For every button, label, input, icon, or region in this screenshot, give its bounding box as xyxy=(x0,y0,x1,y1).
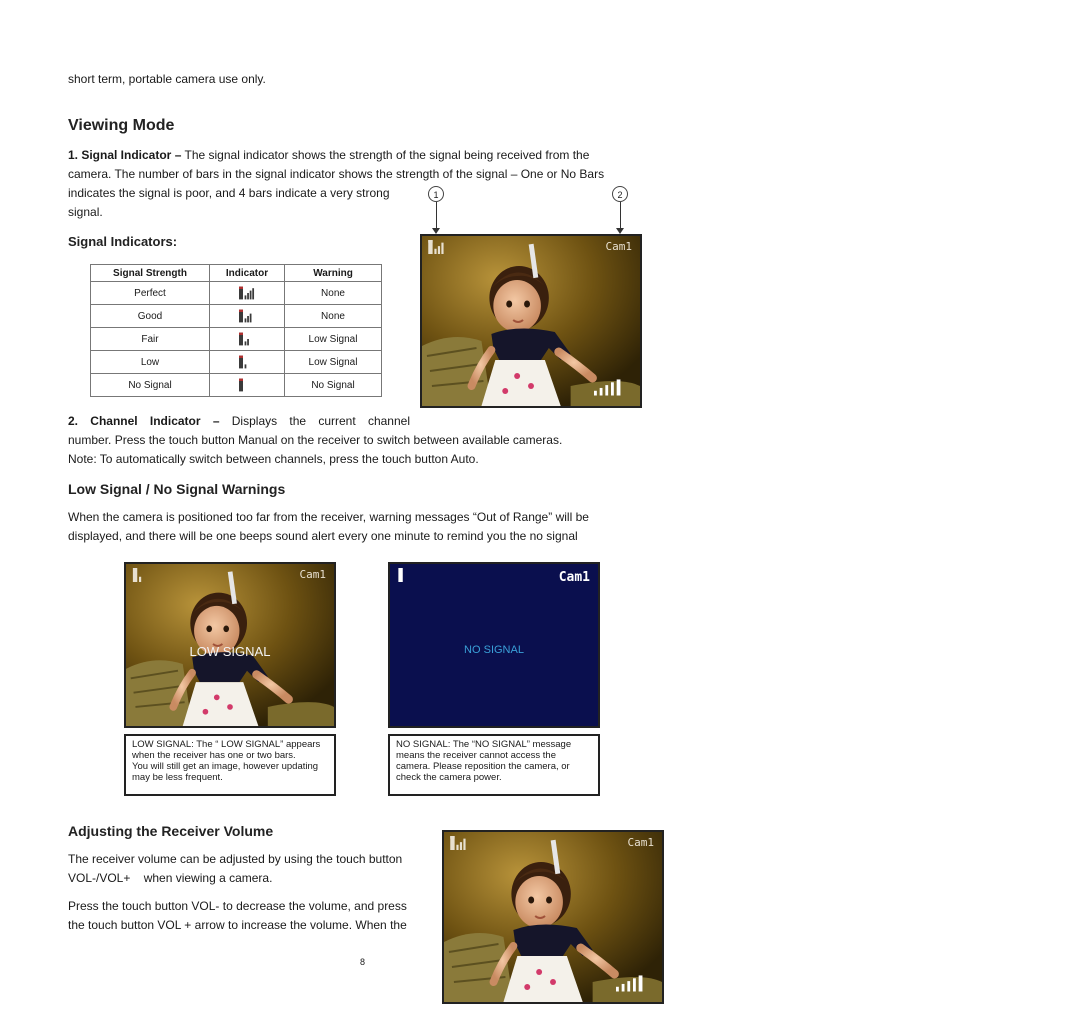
warnings-paragraph xyxy=(68,508,658,546)
warning-cell: None xyxy=(285,282,382,305)
channel-label: Cam1 xyxy=(605,240,632,253)
warnings-line2: displayed, and there will be one beeps sound alert every one minute to remind you the no signal xyxy=(68,529,578,543)
channel-indicator-label: 2. Channel Indicator – xyxy=(68,414,220,428)
volume-paragraph-2 xyxy=(68,897,438,935)
signal-strength-icon xyxy=(428,240,446,254)
channel-indicator-text: Displays the current channel xyxy=(219,414,410,428)
signal-indicator-line4: signal. xyxy=(68,205,103,219)
signal-strength-cell: Low xyxy=(91,351,210,374)
indicator-cell xyxy=(210,374,285,397)
signal-no-bars-icon xyxy=(396,568,406,582)
camera-screen-example xyxy=(420,234,642,408)
signal-indicator-label: 1. Signal Indicator – xyxy=(68,148,182,162)
low-caption-line: LOW SIGNAL: The “ LOW SIGNAL” appears xyxy=(132,739,321,750)
no-signal-screen xyxy=(388,562,600,728)
channel-indicator-line2: number. Press the touch button Manual on the receiver to switch between available cameras. xyxy=(68,433,563,447)
signal-one-bar-icon xyxy=(132,568,146,582)
volume-p1-line2: VOL-/VOL+ when viewing a camera. xyxy=(68,871,273,885)
low-signal-overlay: LOW SIGNAL xyxy=(189,644,271,659)
table-header-cell: Indicator xyxy=(210,265,285,282)
signal-bars-icon xyxy=(239,331,255,347)
warning-cell: Low Signal xyxy=(285,328,382,351)
signal-indicator-line3: indicates the signal is poor, and 4 bars indicate a very strong xyxy=(68,186,390,200)
low-caption-line: You will still get an image, however updating xyxy=(132,761,319,772)
viewing-mode-heading: Viewing Mode xyxy=(68,117,175,134)
volume-p1-line1: The receiver volume can be adjusted by using the touch button xyxy=(68,852,403,866)
signal-bar-mark xyxy=(250,314,252,323)
signal-indicator-line2: camera. The number of bars in the signal indicator shows the strength of the signal – One or No Bars xyxy=(68,167,605,181)
antenna-tip-mark xyxy=(239,287,243,289)
signal-indicators-heading: Signal Indicators: xyxy=(68,234,178,249)
warning-cell: Low Signal xyxy=(285,351,382,374)
intro-line: short term, portable camera use only. xyxy=(68,72,266,86)
signal-bars-icon xyxy=(239,354,255,370)
callout-1-line xyxy=(436,202,437,228)
callout-2: 2 xyxy=(612,186,628,202)
signal-indicator-text: The signal indicator shows the strength of the signal being received from the xyxy=(181,148,590,162)
signal-bar-mark xyxy=(245,295,247,299)
signal-strength-icon xyxy=(450,836,468,850)
page-number: 8 xyxy=(360,957,366,967)
signal-indicator-paragraph xyxy=(68,146,648,222)
signal-bars-icon xyxy=(239,308,255,324)
callout-1: 1 xyxy=(428,186,444,202)
signal-bars-icon xyxy=(239,377,255,393)
table-row xyxy=(91,351,382,374)
indicator-cell xyxy=(210,305,285,328)
table-row xyxy=(91,328,382,351)
signal-bar-mark xyxy=(245,341,247,345)
volume-heading: Adjusting the Receiver Volume xyxy=(68,823,274,839)
no-caption-line: check the camera power. xyxy=(396,772,502,783)
signal-bar-mark xyxy=(245,364,247,368)
warnings-line1: When the camera is positioned too far from the receiver, warning messages “Out of Range” will be xyxy=(68,510,589,524)
no-caption-line: means the receiver cannot access the xyxy=(396,750,557,761)
signal-bar-mark xyxy=(245,318,247,322)
low-caption-line: may be less frequent. xyxy=(132,772,223,783)
channel-label: Cam1 xyxy=(299,568,326,581)
signal-bar-mark xyxy=(247,293,249,299)
signal-bar-mark xyxy=(250,291,252,300)
signal-strength-cell: Good xyxy=(91,305,210,328)
indicator-cell xyxy=(210,282,285,305)
channel-label: Cam1 xyxy=(627,836,654,849)
volume-p2-line2: the touch button VOL + arrow to increase the volume. When the xyxy=(68,918,407,932)
callout-2-line xyxy=(620,202,621,228)
volume-paragraph-1 xyxy=(68,850,438,888)
table-header-row xyxy=(91,265,382,282)
volume-bars-icon xyxy=(594,378,628,396)
volume-p2-line1: Press the touch button VOL- to decrease the volume, and press xyxy=(68,899,407,913)
low-signal-caption xyxy=(124,734,336,796)
no-signal-overlay: NO SIGNAL xyxy=(464,644,524,656)
antenna-tip-mark xyxy=(239,310,243,312)
no-caption-line: NO SIGNAL: The “NO SIGNAL” message xyxy=(396,739,572,750)
antenna-tip-mark xyxy=(239,333,243,335)
warnings-heading: Low Signal / No Signal Warnings xyxy=(68,481,286,497)
channel-indicator-paragraph xyxy=(68,412,658,469)
signal-bar-mark xyxy=(252,288,254,299)
indicator-cell xyxy=(210,328,285,351)
indicator-cell xyxy=(210,351,285,374)
no-caption-line: camera. Please reposition the camera, or xyxy=(396,761,570,772)
signal-bar-mark xyxy=(247,339,249,345)
warning-cell: None xyxy=(285,305,382,328)
low-signal-screen xyxy=(124,562,336,728)
signal-bars-icon xyxy=(239,285,255,301)
signal-strength-cell: Perfect xyxy=(91,282,210,305)
table-header-cell: Signal Strength xyxy=(91,265,210,282)
no-signal-caption xyxy=(388,734,600,796)
channel-indicator-line3: Note: To automatically switch between channels, press the touch button Auto. xyxy=(68,452,479,466)
table-row xyxy=(91,282,382,305)
signal-bar-mark xyxy=(247,316,249,322)
channel-label: Cam1 xyxy=(558,570,590,585)
volume-bars-icon xyxy=(616,974,650,992)
warning-cell: No Signal xyxy=(285,374,382,397)
antenna-tip-mark xyxy=(239,379,243,381)
table-row xyxy=(91,374,382,397)
table-row xyxy=(91,305,382,328)
antenna-tip-mark xyxy=(239,356,243,358)
signal-strength-cell: Fair xyxy=(91,328,210,351)
table-header-cell: Warning xyxy=(285,265,382,282)
signal-indicator-table xyxy=(90,264,382,397)
low-caption-line: when the receiver has one or two bars. xyxy=(132,750,296,761)
volume-camera-screen xyxy=(442,830,664,1004)
signal-strength-cell: No Signal xyxy=(91,374,210,397)
